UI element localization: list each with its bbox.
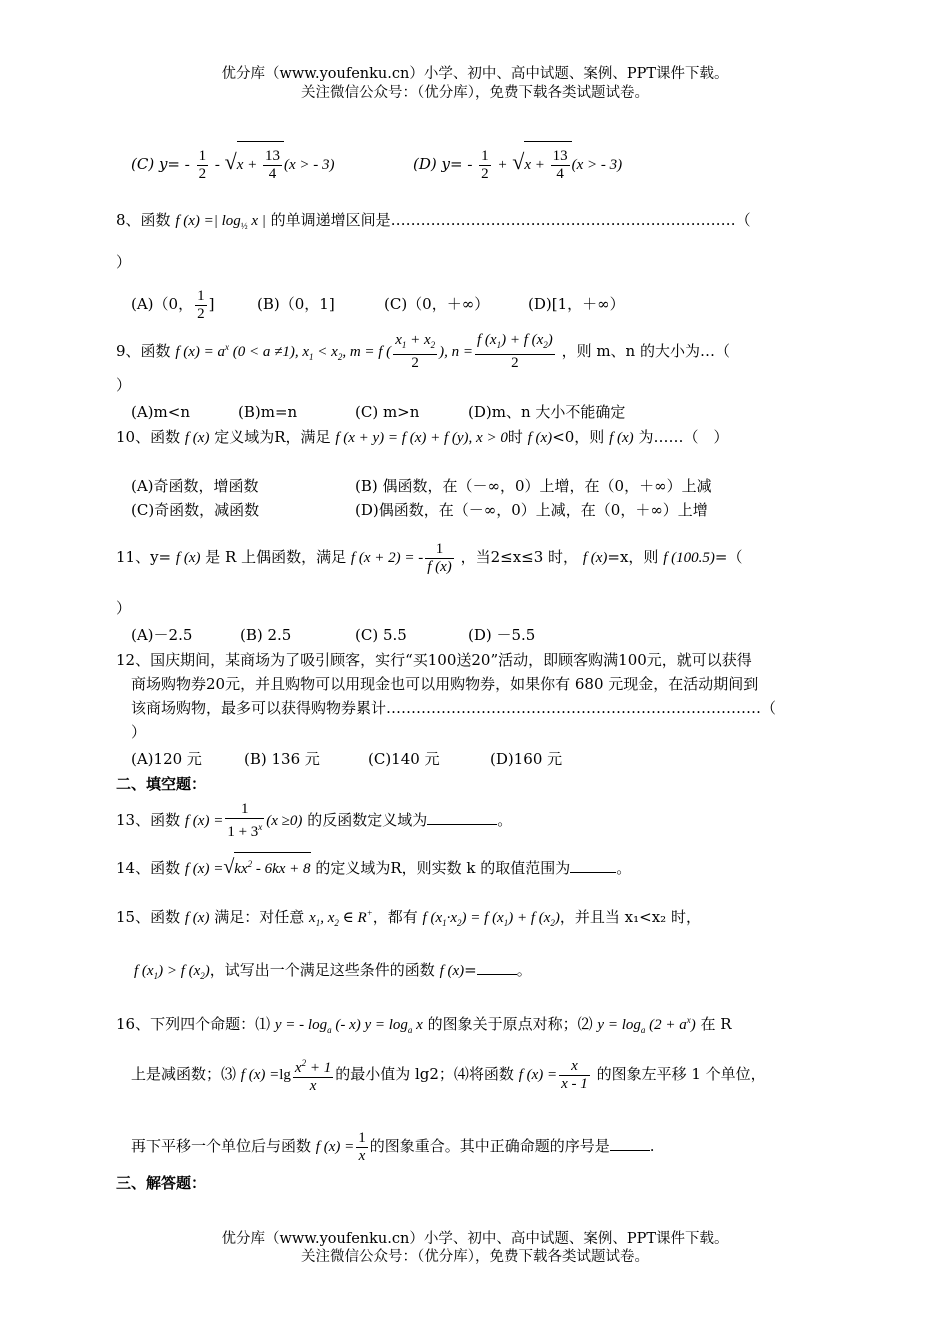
q7-option-c: (C) y= - $\frac{1}{2}$ - √x + $\frac{13}{4}$ (x > - 3) bbox=[131, 140, 335, 187]
q12-option-b: (B) 136 元 bbox=[244, 750, 320, 768]
q15-line-2: f $(x_1) > f$ $(x_2)$，试写出一个满足这些条件的函数 f (x)= 。 bbox=[134, 961, 532, 981]
q7-option-d: (D) y= - $\frac{1}{2}$ + √x + $\frac{13}{4}$ (x > - 3) bbox=[413, 140, 622, 187]
q9-option-b: (B)m=n bbox=[238, 403, 298, 421]
footer-line-2: 关注微信公众号：（优分库），免费下载各类试题试卷。 bbox=[301, 1249, 649, 1265]
q11-option-d: (D) －5.5 bbox=[468, 626, 536, 644]
q12-close: ） bbox=[131, 723, 147, 741]
header-line-1: 优分库（www.youfenku.cn）小学、初中、高中试题、案例、PPT课件下载。 bbox=[221, 66, 729, 82]
q16-line-2: 上是减函数；⑶ f (x) =lg $\frac{x^2 + 1}{x}$ 的最小值为 lg2；⑷将函数 f (x) = $\frac{x}{x - 1}$ 的图象左平移 1 个单位， bbox=[131, 1052, 766, 1097]
q10-option-b: (B) 偶函数，在（－∞，0）上增，在（0，＋∞）上减 bbox=[355, 477, 712, 495]
section-fill-in-title: 二、填空题： bbox=[116, 775, 207, 793]
header-line-2: 关注微信公众号：（优分库），免费下载各类试题试卷。 bbox=[301, 85, 649, 101]
q16-answer-blank[interactable] bbox=[610, 1150, 650, 1151]
q9-stem: 9、函数 f $(x) = a^x$ (0 < a ≠1), $x_1 < x_2$, m = f ( $\frac{x_1 + x_2}{2}$ ), n = $\frac{f (x_1) + f (x_2)}{2}$ ，则 m、n 的大小为…（ bbox=[116, 332, 730, 371]
q8-option-c: (C)（0，＋∞） bbox=[384, 295, 490, 313]
q10-stem: 10、函数 f (x) 定义域为R，满足 f (x + y) = f (x) + f (y), x > 0时 f (x)<0，则 f (x) 为……（ ） bbox=[116, 428, 729, 446]
q9-option-d: (D)m、n 大小不能确定 bbox=[468, 403, 626, 421]
q13-answer-blank[interactable] bbox=[427, 824, 497, 825]
q14-answer-blank[interactable] bbox=[570, 872, 616, 873]
q10-option-c: (C)奇函数，减函数 bbox=[131, 501, 260, 519]
q14-stem: 14、函数 f $(x) =√kx^2 - 6kx + 8$ 的定义域为R，则实数 k 的取值范围为 。 bbox=[116, 852, 631, 879]
q8-close: ） bbox=[116, 253, 132, 271]
section-solve-title: 三、解答题： bbox=[116, 1174, 207, 1192]
q10-option-d: (D)偶函数，在（－∞，0）上减，在（0，＋∞）上增 bbox=[355, 501, 708, 519]
q12-line-1: 12、国庆期间，某商场为了吸引顾客，实行“买100送20”活动，即顾客购满100元，就可以获得 bbox=[116, 651, 752, 669]
q9-option-c: (C) m>n bbox=[355, 403, 420, 421]
q9-close: ） bbox=[116, 376, 132, 394]
q12-line-3: 该商场购物，最多可以获得购物券累计…………………………………………………………………（ bbox=[131, 699, 777, 717]
q9-option-a: (A)m<n bbox=[131, 403, 190, 421]
q15-line-1: 15、函数 f (x) 满足：对任意 $x_1$, $x_2$ ∈ R+，都有 f $(x_1\cdot x_2) = f$ $(x_1) + f$ $(x_2)$，并且当 x₁<x₂ 时， bbox=[116, 908, 701, 928]
q10-option-a: (A)奇函数，增函数 bbox=[131, 477, 259, 495]
q11-option-a: (A)－2.5 bbox=[131, 626, 193, 644]
q12-line-2: 商场购物券20元，并且购物可以用现金也可以用购物券，如果你有 680 元现金，在活动期间到 bbox=[131, 675, 759, 693]
q16-line-1: 16、下列四个命题：⑴ y = - $\log_a$ (- x) $y = \log_a x$ 的图象关于原点对称；⑵ $y = \log_a (2 + a^x)$ 在 R bbox=[116, 1015, 732, 1035]
q12-option-c: (C)140 元 bbox=[368, 750, 440, 768]
q11-option-b: (B) 2.5 bbox=[240, 626, 292, 644]
q8-option-b: (B)（0，1] bbox=[257, 295, 335, 313]
q13-stem: 13、函数 f (x) = $\frac{1}{1 + 3^x}$ (x ≥0) 的反函数定义域为 。 bbox=[116, 801, 513, 840]
q8-option-d: (D)[1，＋∞） bbox=[528, 295, 625, 313]
q8-option-a: (A)（0， $\frac{1}{2}$ ] bbox=[131, 287, 215, 322]
q11-option-c: (C) 5.5 bbox=[355, 626, 407, 644]
q15-answer-blank[interactable] bbox=[477, 974, 517, 975]
q16-line-3: 再下平移一个单位后与函数 f (x) = $\frac{1}{x}$ 的图象重合。其中正确命题的序号是 . bbox=[131, 1129, 655, 1164]
q12-option-a: (A)120 元 bbox=[131, 750, 202, 768]
q11-close: ） bbox=[116, 599, 132, 617]
footer-line-1: 优分库（www.youfenku.cn）小学、初中、高中试题、案例、PPT课件下载。 bbox=[221, 1231, 729, 1247]
q11-stem: 11、y= f (x) 是 R 上偶函数，满足 f (x + 2) = - $\frac{1}{f (x)}$ ，当2≤x≤3 时， f (x)=x，则 f (100.5)=（ bbox=[116, 540, 743, 575]
q8-stem: 8、函数 f (x) =| $\log_{\frac{1}{2}} x$ | 的单调递增区间是……………………………………………………………（ bbox=[116, 211, 751, 231]
q12-option-d: (D)160 元 bbox=[490, 750, 563, 768]
